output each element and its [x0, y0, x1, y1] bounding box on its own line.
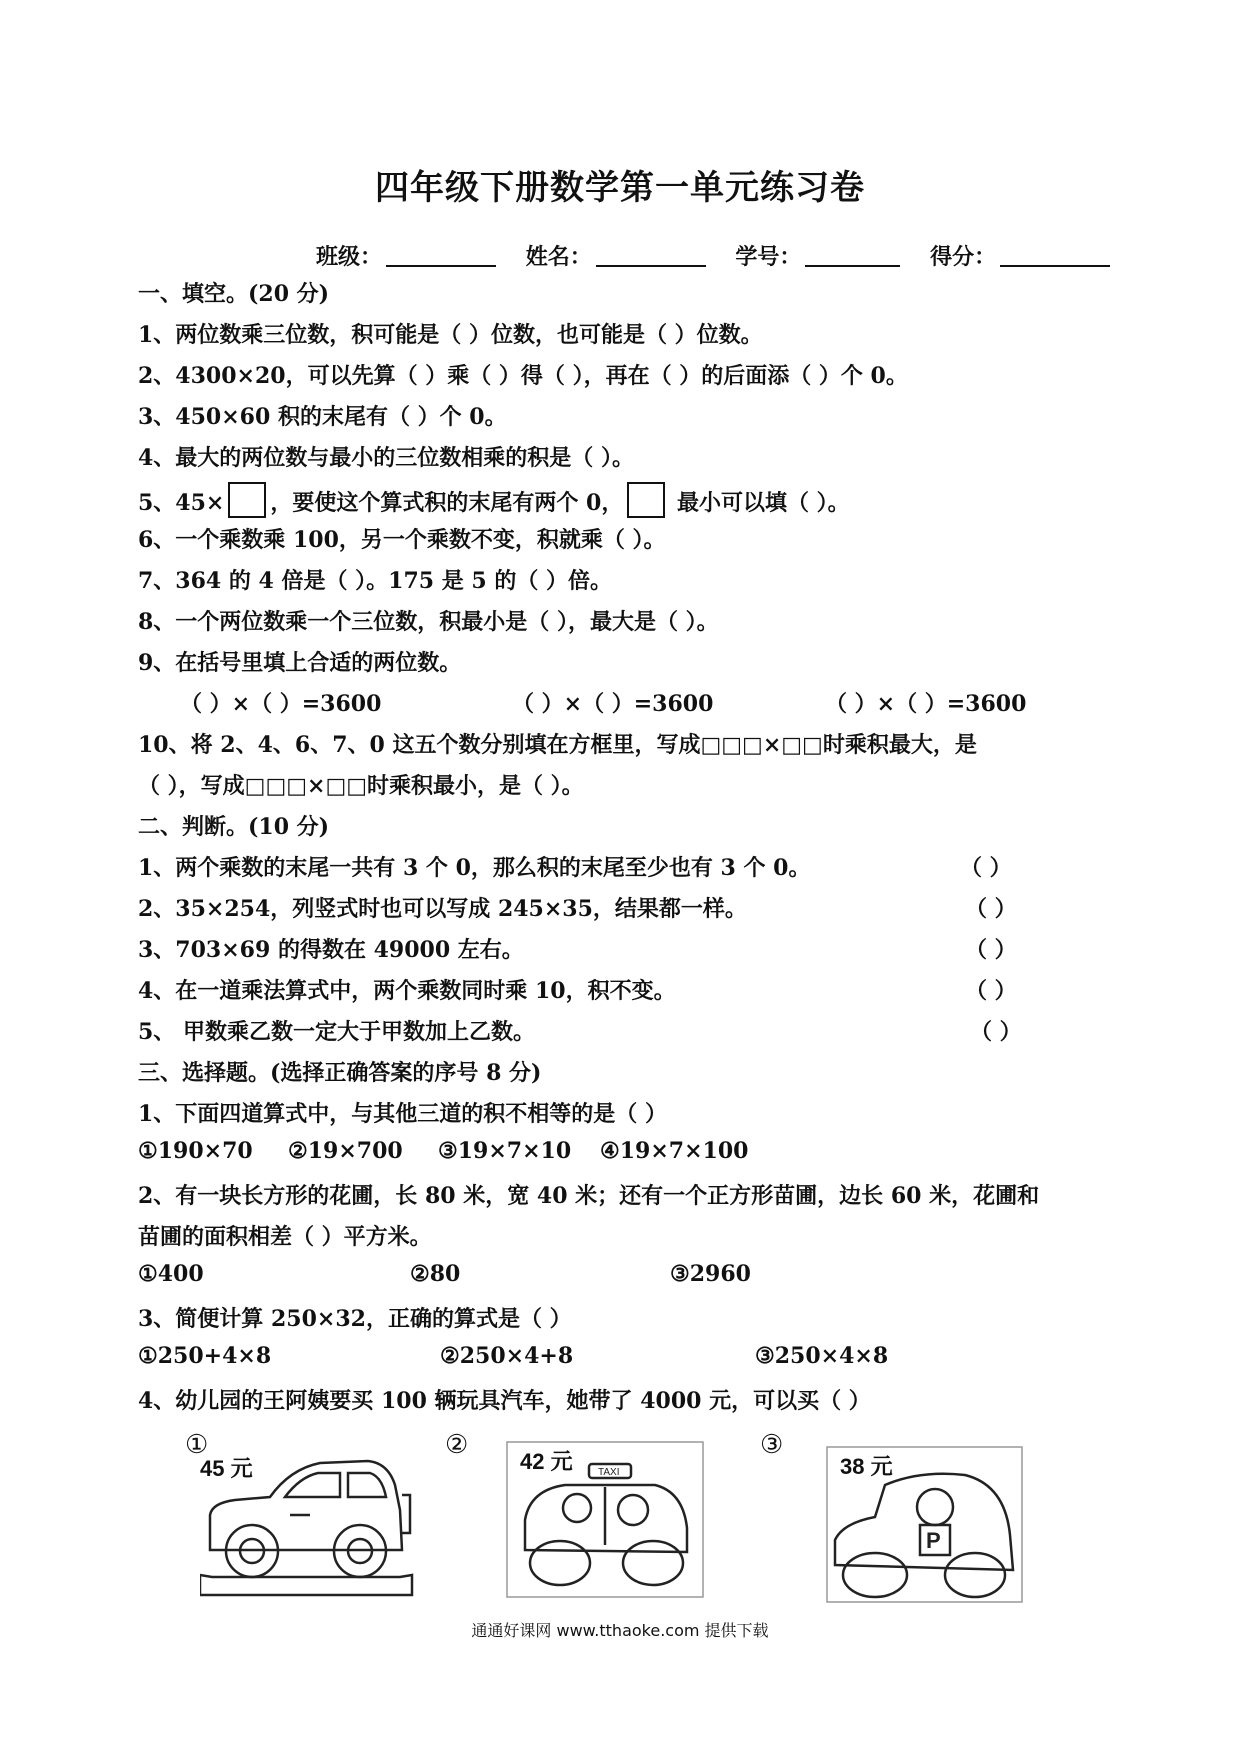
q5-part-b: ，要使这个算式积的末尾有两个 0，	[270, 490, 624, 516]
parking-sign: P	[926, 1528, 941, 1553]
question-10-line-a: 10、将 2、4、6、7、0 这五个数分别填在方框里，写成□□□×□□时乘积最大，是	[138, 732, 977, 758]
q9-blank-3: （ ）×（ ）=3600	[825, 691, 1027, 717]
judge-bracket[interactable]: （ ）	[965, 896, 1017, 922]
question-line: 3、450×60 积的末尾有（ ）个 0。	[138, 404, 507, 430]
section-judge-heading: 二、判断。(10 分)	[138, 814, 330, 840]
choice-question: 2、有一块长方形的花圃，长 80 米，宽 40 米；还有一个正方形苗圃，边长 60 米，花圃和	[138, 1183, 1040, 1209]
choice-question: 4、幼儿园的王阿姨要买 100 辆玩具汽车，她带了 4000 元，可以买（ ）	[138, 1388, 871, 1414]
choice-option[interactable]: ②250×4+8	[440, 1343, 574, 1369]
car-option-number[interactable]: ③	[760, 1430, 784, 1460]
judge-line: 4、在一道乘法算式中，两个乘数同时乘 10，积不变。	[138, 978, 676, 1004]
question-line: 4、最大的两位数与最小的三位数相乘的积是（ ）。	[138, 445, 634, 471]
q9-blank-1: （ ）×（ ）=3600	[180, 691, 382, 717]
judge-bracket[interactable]: （ ）	[965, 937, 1017, 963]
q9-blank-2: （ ）×（ ）=3600	[512, 691, 714, 717]
judge-line: 5、 甲数乘乙数一定大于甲数加上乙数。	[138, 1019, 535, 1045]
choice-option[interactable]: ③2960	[670, 1261, 751, 1287]
answer-box[interactable]	[228, 482, 266, 518]
choice-option[interactable]: ②19×700	[288, 1138, 403, 1164]
judge-line: 1、两个乘数的末尾一共有 3 个 0，那么积的末尾至少也有 3 个 0。	[138, 855, 811, 881]
name-blank[interactable]	[596, 245, 706, 267]
choice-question: 1、下面四道算式中，与其他三道的积不相等的是（ ）	[138, 1101, 667, 1127]
choice-option[interactable]: ③19×7×10	[438, 1138, 572, 1164]
choice-option[interactable]: ②80	[410, 1261, 461, 1287]
choice-option[interactable]: ①250+4×8	[138, 1343, 272, 1369]
choice-option[interactable]: ④19×7×100	[600, 1138, 749, 1164]
question-line: 1、两位数乘三位数，积可能是（ ）位数，也可能是（ ）位数。	[138, 322, 763, 348]
page-title: 四年级下册数学第一单元练习卷	[375, 168, 865, 208]
score-blank[interactable]	[1000, 245, 1110, 267]
choice-question-cont: 苗圃的面积相差（ ）平方米。	[138, 1224, 432, 1250]
question-line: 7、364 的 4 倍是（ ）。175 是 5 的（ ）倍。	[138, 568, 613, 594]
question-line: 6、一个乘数乘 100，另一个乘数不变，积就乘（ ）。	[138, 527, 666, 553]
judge-bracket[interactable]: （ ）	[970, 1019, 1022, 1045]
taxi-sign: TAXI	[598, 1467, 620, 1478]
section-choice-heading: 三、选择题。(选择正确答案的序号 8 分)	[138, 1060, 542, 1086]
name-label: 姓名：	[525, 244, 592, 270]
car-option-number[interactable]: ①	[185, 1430, 209, 1460]
choice-option[interactable]: ①400	[138, 1261, 204, 1287]
answer-box[interactable]	[627, 482, 665, 518]
question-line: 2、4300×20，可以先算（ ）乘（ ）得（ ），再在（ ）的后面添（ ）个 0。	[138, 363, 908, 389]
judge-line: 3、703×69 的得数在 49000 左右。	[138, 937, 524, 963]
question-5-line	[138, 482, 850, 518]
judge-bracket[interactable]: （ ）	[960, 855, 1012, 881]
q5-part-c: 最小可以填（ ）。	[669, 490, 850, 516]
choice-option[interactable]: ③250×4×8	[755, 1343, 889, 1369]
question-10-line-b: （ ），写成□□□×□□时乘积最小，是（ ）。	[138, 773, 584, 799]
question-line: 8、一个两位数乘一个三位数，积最小是（ ），最大是（ ）。	[138, 609, 719, 635]
car-option-number[interactable]: ②	[445, 1430, 469, 1460]
suv-car-icon	[200, 1455, 415, 1600]
q5-part-a: 5、45×	[138, 490, 225, 516]
section-fill-heading: 一、填空。(20 分)	[138, 281, 330, 307]
class-label: 班级：	[316, 244, 383, 270]
class-blank[interactable]	[386, 245, 496, 267]
student-info	[316, 240, 1132, 271]
car-price: 38 元	[840, 1454, 893, 1479]
number-blank[interactable]	[805, 245, 900, 267]
footer-source: 通通好课网 www.tthaoke.com 提供下载	[471, 1621, 769, 1640]
score-label: 得分：	[930, 244, 997, 270]
number-label: 学号：	[735, 244, 802, 270]
choice-question: 3、简便计算 250×32，正确的算式是（ ）	[138, 1306, 572, 1332]
car-price: 42 元	[520, 1449, 573, 1474]
choice-option[interactable]: ①190×70	[138, 1138, 253, 1164]
judge-bracket[interactable]: （ ）	[965, 978, 1017, 1004]
judge-line: 2、35×254，列竖式时也可以写成 245×35，结果都一样。	[138, 896, 747, 922]
car-price: 45 元	[200, 1456, 253, 1481]
question-line: 9、在括号里填上合适的两位数。	[138, 650, 462, 676]
